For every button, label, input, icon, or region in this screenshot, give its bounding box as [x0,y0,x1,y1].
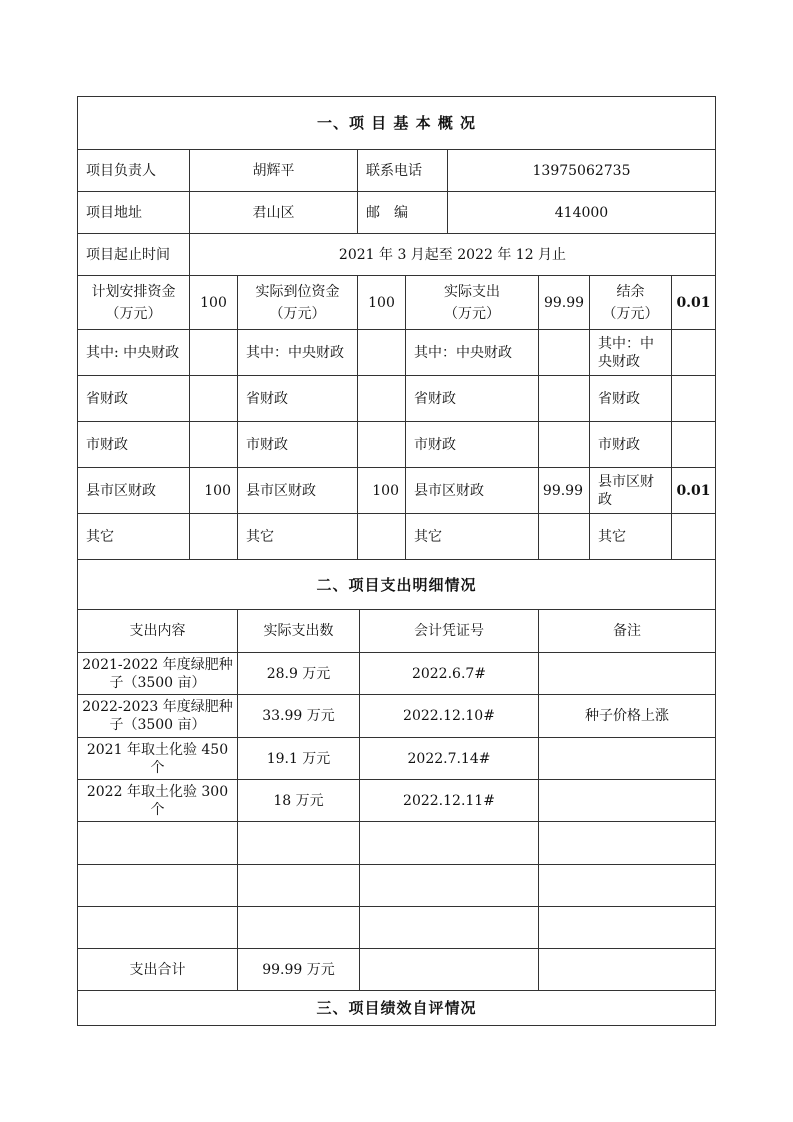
funds-row-label: 市财政 [86,436,128,453]
balance-value: 0.01 [671,276,715,329]
funds-row-label: 其它 [86,528,114,545]
funds-row-value [538,514,589,559]
expense-row [78,864,715,906]
funds-row-label: 省财政 [237,376,357,421]
funds-row-value [189,422,237,467]
funds-row-value [189,514,237,559]
total-note-empty [538,949,715,990]
phone-value: 13975062735 [447,150,715,191]
expense-row [78,906,715,948]
funds-row-value [538,330,589,375]
balance-label-line1: 结余 [616,283,645,300]
funds-row-label: 其它 [405,514,538,559]
leader-label: 项目负责人 [86,162,156,179]
funds-row-value [357,514,405,559]
total-label: 支出合计 [129,961,186,978]
expense-note [538,822,715,864]
funds-row-label: 县市区财政 [237,468,357,513]
expense-voucher [359,907,538,948]
period-label: 项目起止时间 [86,246,170,263]
funds-row-value [538,376,589,421]
section2-title-row [78,559,715,609]
expense-content: 2022 年取土化验 300 个 [86,783,229,818]
expense-voucher [359,865,538,906]
spent-funds-label-line2: （万元） [444,305,500,322]
total-value: 99.99 万元 [237,949,359,990]
balance-label-line2: （万元） [602,305,659,322]
expense-voucher: 2022.12.11# [359,780,538,821]
expense-voucher: 2022.12.10# [359,695,538,737]
funds-row-label: 县市区财政 [405,468,538,513]
section1-title: 一、项 目 基 本 概 况 [316,114,477,132]
expense-total-row [78,948,715,990]
address-row [78,191,715,233]
project-table [77,96,716,1026]
funds-row-value: 100 [189,468,237,513]
funds-row-value: 0.01 [671,468,715,513]
expense-voucher: 2022.7.14# [359,738,538,779]
funds-row-value [357,376,405,421]
funds-row-label: 县市区财政 [86,482,156,499]
funds-row [78,375,715,421]
expense-content: 2021-2022 年度绿肥种子（3500 亩） [82,656,233,691]
postcode-label: 邮 编 [357,192,447,233]
period-value: 2021 年 3 月起至 2022 年 12 月止 [189,234,715,275]
funds-row-value [671,514,715,559]
funds-row-value: 99.99 [538,468,589,513]
funds-row-value [357,422,405,467]
funds-row-label: 省财政 [86,390,128,407]
postcode-value: 414000 [447,192,715,233]
funds-row-value [189,330,237,375]
funds-header-row [78,275,715,329]
expense-content [78,865,237,906]
leader-value: 胡辉平 [189,150,357,191]
expense-content: 2022-2023 年度绿肥种子（3500 亩） [82,699,233,733]
spent-funds-label-line1: 实际支出 [444,283,500,300]
funds-row-value [189,376,237,421]
funds-row-value [671,330,715,375]
expense-content: 2021 年取土化验 450 个 [86,741,229,776]
expense-row [78,821,715,864]
funds-row-label: 市财政 [405,422,538,467]
funds-row-label: 县市区财政 [589,468,671,513]
arrived-funds-label-line1: 实际到位资金 [255,283,340,300]
planned-funds-label [78,276,189,329]
expense-amount [237,907,359,948]
funds-row-value [671,422,715,467]
funds-row [78,421,715,467]
expense-amount: 18 万元 [237,780,359,821]
funds-row [78,329,715,375]
address-label: 项目地址 [86,204,142,221]
expense-amount [237,865,359,906]
funds-row-label: 市财政 [589,422,671,467]
leader-row [78,149,715,191]
expense-row [78,652,715,694]
header-content: 支出内容 [129,623,186,639]
header-voucher: 会计凭证号 [359,610,538,652]
expense-row [78,779,715,821]
spent-funds-value: 99.99 [538,276,589,329]
expense-content [78,822,237,864]
funds-row-label: 其它 [589,514,671,559]
address-value: 君山区 [189,192,357,233]
planned-funds-label-line1: 计划安排资金 [91,283,176,300]
spent-funds-label [405,276,538,329]
planned-funds-value: 100 [189,276,237,329]
funds-row [78,467,715,513]
funds-row-value [357,330,405,375]
funds-row-label: 市财政 [237,422,357,467]
expense-note [538,780,715,821]
phone-label: 联系电话 [357,150,447,191]
expense-amount: 19.1 万元 [237,738,359,779]
expense-note [538,653,715,694]
expense-note [538,907,715,948]
section3-title: 三、项目绩效自评情况 [316,999,477,1017]
funds-row-value [671,376,715,421]
header-note: 备注 [538,610,715,652]
funds-row-value: 100 [357,468,405,513]
funds-row-label: 省财政 [589,376,671,421]
expense-row [78,694,715,737]
section2-title: 二、项目支出明细情况 [316,575,477,594]
funds-row-label: 其它 [237,514,357,559]
expense-header-row [78,609,715,652]
planned-funds-label-line2: （万元） [105,305,162,322]
expense-note [538,865,715,906]
funds-row-label: 其中: 中央财政 [86,344,180,361]
section1-title-row [78,97,715,149]
funds-row-label: 其中：中央财政 [589,330,671,375]
funds-row [78,513,715,559]
total-voucher-empty [359,949,538,990]
expense-content [78,907,237,948]
arrived-funds-value: 100 [357,276,405,329]
expense-note: 种子价格上涨 [538,695,715,737]
section3-title-row [78,990,715,1025]
expense-amount [237,822,359,864]
funds-row-label: 其中：中央财政 [237,330,357,375]
expense-voucher [359,822,538,864]
funds-row-label: 其中：中央财政 [405,330,538,375]
expense-amount: 33.99 万元 [237,695,359,737]
expense-row [78,737,715,779]
expense-note [538,738,715,779]
funds-row-label: 省财政 [405,376,538,421]
expense-voucher: 2022.6.7# [359,653,538,694]
arrived-funds-label [237,276,357,329]
expense-amount: 28.9 万元 [237,653,359,694]
header-amount: 实际支出数 [237,610,359,652]
period-row [78,233,715,275]
balance-label [589,276,671,329]
funds-row-value [538,422,589,467]
arrived-funds-label-line2: （万元） [269,305,326,322]
